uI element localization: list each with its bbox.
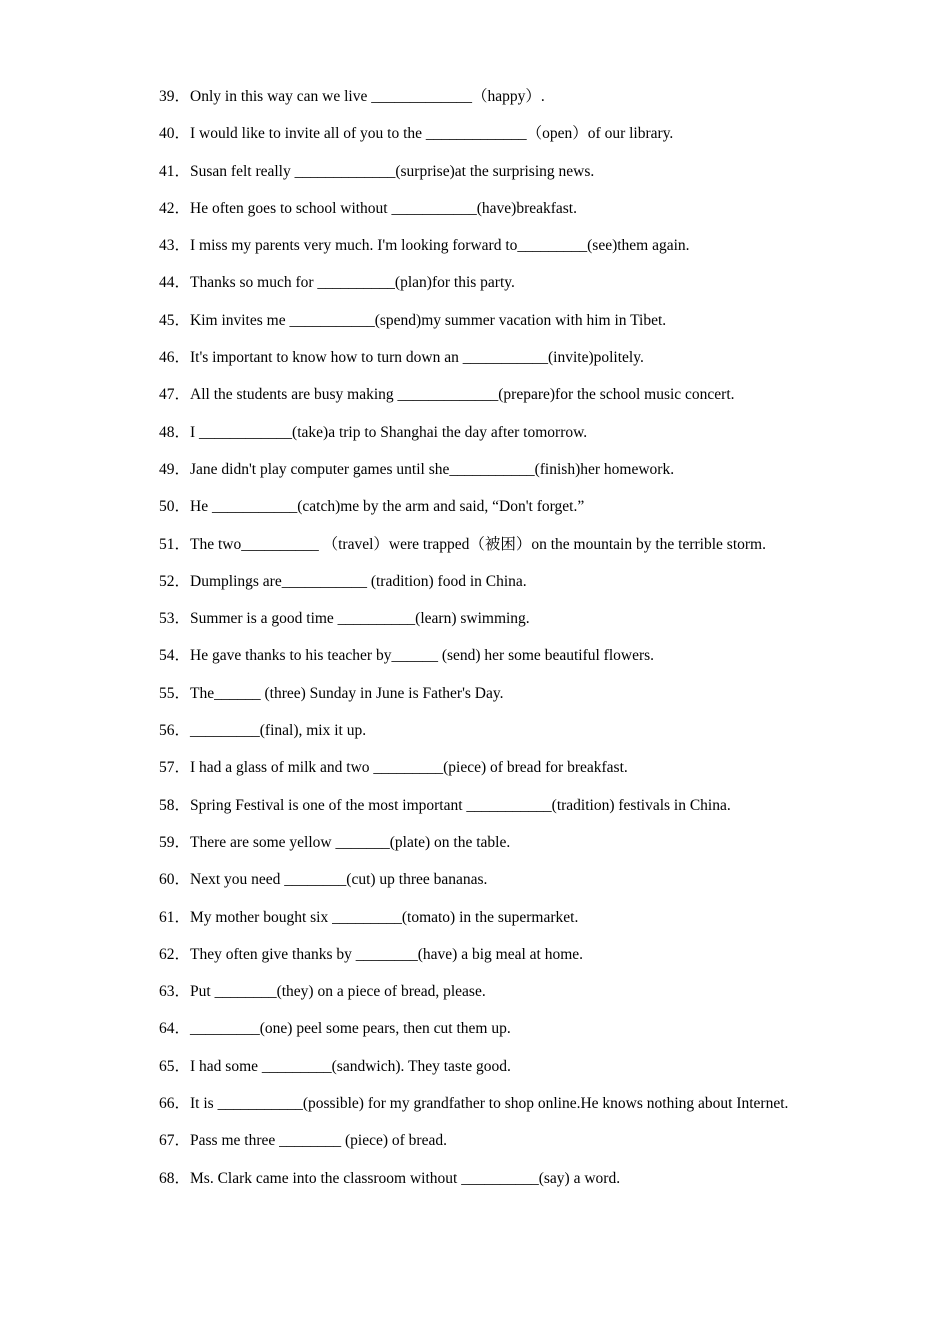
- question-45: [159, 302, 789, 339]
- question-57: [159, 749, 789, 786]
- question-63: [159, 973, 789, 1010]
- question-text: Only in this way can we live _____________（happy）.: [190, 88, 545, 105]
- question-text: Spring Festival is one of the most important ___________(tradition) festivals in China.: [190, 796, 731, 814]
- question-text: Kim invites me ___________(spend)my summer vacation with him in Tibet.: [190, 311, 667, 329]
- question-text: Summer is a good time __________(learn) swimming.: [190, 610, 530, 628]
- question-50: [159, 488, 789, 525]
- question-66: [159, 1085, 789, 1122]
- question-text: I would like to invite all of you to the _____________（open）of our library.: [190, 125, 674, 143]
- question-text: It's important to know how to turn down an ___________(invite)politely.: [190, 349, 644, 367]
- question-64: [159, 1010, 789, 1047]
- question-number: 55．: [159, 684, 191, 702]
- question-55: [159, 675, 789, 712]
- question-text: He often goes to school without ___________(have)breakfast.: [190, 199, 577, 217]
- question-text: My mother bought six _________(tomato) in the supermarket.: [190, 908, 579, 926]
- question-52: [159, 563, 789, 600]
- question-49: [159, 451, 789, 488]
- question-number: 65．: [159, 1057, 191, 1075]
- question-47: [159, 376, 789, 413]
- question-text: Pass me three ________ (piece) of bread.: [190, 1132, 447, 1150]
- question-number: 57．: [159, 759, 191, 777]
- question-text: I had some _________(sandwich). They taste good.: [190, 1057, 511, 1075]
- question-number: 48．: [159, 423, 191, 441]
- question-number: 53．: [159, 610, 191, 628]
- question-number: 42．: [159, 199, 191, 217]
- question-text: Dumplings are___________ (tradition) food in China.: [190, 572, 527, 590]
- question-40: [159, 115, 789, 152]
- question-number: 40．: [159, 125, 191, 143]
- question-number: 50．: [159, 498, 191, 516]
- question-number: 41．: [159, 162, 191, 180]
- question-number: 44．: [159, 274, 191, 292]
- question-number: 47．: [159, 386, 191, 404]
- question-67: [159, 1122, 789, 1159]
- question-48: [159, 414, 789, 451]
- question-58: [159, 787, 789, 824]
- question-text: The______ (three) Sunday in June is Father's Day.: [190, 684, 504, 702]
- question-68: [159, 1160, 789, 1197]
- question-number: 60．: [159, 871, 191, 889]
- question-text: Jane didn't play computer games until she___________(finish)her homework.: [190, 460, 675, 478]
- question-number: 52．: [159, 572, 191, 590]
- question-61: [159, 899, 789, 936]
- question-41: [159, 153, 789, 190]
- question-53: [159, 600, 789, 637]
- question-39: [159, 78, 789, 115]
- question-text: _________(final), mix it up.: [190, 722, 367, 740]
- question-text: Thanks so much for __________(plan)for this party.: [190, 274, 515, 292]
- question-65: [159, 1048, 789, 1085]
- question-text: I miss my parents very much. I'm looking forward to_________(see)them again.: [190, 237, 690, 255]
- question-number: 49．: [159, 460, 191, 478]
- question-number: 56．: [159, 722, 191, 740]
- question-54: [159, 637, 789, 674]
- question-42: [159, 190, 789, 227]
- question-text: There are some yellow _______(plate) on the table.: [190, 833, 511, 851]
- question-text: They often give thanks by ________(have) a big meal at home.: [190, 945, 584, 963]
- question-text: Ms. Clark came into the classroom without __________(say) a word.: [190, 1169, 621, 1187]
- question-text: He gave thanks to his teacher by______ (send) her some beautiful flowers.: [190, 647, 655, 665]
- question-number: 67．: [159, 1132, 191, 1150]
- question-number: 59．: [159, 833, 191, 851]
- question-text: The two__________ （travel）were trapped（被困）on the mountain by the terrible storm.: [190, 535, 766, 553]
- question-text: All the students are busy making _____________(prepare)for the school music concert.: [190, 386, 735, 404]
- question-text: It is ___________(possible) for my grandfather to shop online.He knows nothing about Internet.: [190, 1095, 789, 1113]
- question-text: I had a glass of milk and two _________(piece) of bread for breakfast.: [190, 759, 628, 777]
- question-number: 51．: [159, 535, 191, 553]
- question-number: 68．: [159, 1169, 191, 1187]
- question-number: 43．: [159, 237, 191, 255]
- question-number: 58．: [159, 796, 191, 814]
- question-text: Next you need ________(cut) up three bananas.: [190, 871, 488, 889]
- question-number: 39．: [159, 88, 191, 105]
- question-number: 64．: [159, 1020, 191, 1038]
- question-number: 66．: [159, 1095, 191, 1113]
- question-text: Put ________(they) on a piece of bread, please.: [190, 983, 486, 1001]
- question-44: [159, 264, 789, 301]
- question-list: [159, 78, 789, 1197]
- question-text: I ____________(take)a trip to Shanghai the day after tomorrow.: [190, 423, 588, 441]
- question-number: 62．: [159, 945, 191, 963]
- question-number: 54．: [159, 647, 191, 665]
- question-46: [159, 339, 789, 376]
- question-text: Susan felt really _____________(surprise)at the surprising news.: [190, 162, 595, 180]
- question-text: _________(one) peel some pears, then cut them up.: [190, 1020, 511, 1038]
- question-number: 46．: [159, 349, 191, 367]
- question-59: [159, 824, 789, 861]
- question-60: [159, 861, 789, 898]
- question-text: He ___________(catch)me by the arm and said, “Don't forget.”: [190, 498, 585, 516]
- question-62: [159, 936, 789, 973]
- question-number: 63．: [159, 983, 191, 1001]
- question-number: 45．: [159, 311, 191, 329]
- question-number: 61．: [159, 908, 191, 926]
- question-56: [159, 712, 789, 749]
- question-43: [159, 227, 789, 264]
- question-51: [159, 526, 789, 563]
